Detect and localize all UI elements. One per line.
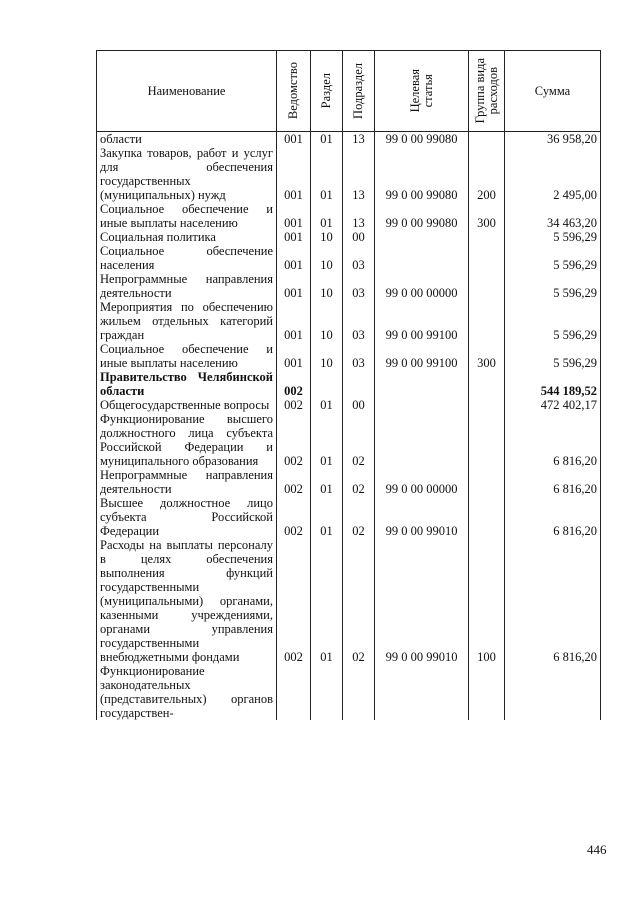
table-row bbox=[97, 398, 601, 412]
cell-group bbox=[469, 412, 505, 468]
cell-subsection: 03 bbox=[343, 272, 375, 300]
cell-group bbox=[469, 468, 505, 496]
cell-name: Закупка товаров, работ и услуг для обеспечения государственных (муниципальных) нужд bbox=[97, 146, 277, 202]
cell-group bbox=[469, 230, 505, 244]
cell-target bbox=[375, 664, 469, 720]
cell-section: 01 bbox=[311, 146, 343, 202]
cell-section bbox=[311, 370, 343, 398]
cell-dept: 001 bbox=[277, 202, 311, 230]
cell-section: 10 bbox=[311, 244, 343, 272]
cell-name: Непрограммные направления деятельности bbox=[97, 468, 277, 496]
cell-section: 10 bbox=[311, 272, 343, 300]
cell-name: Социальная политика bbox=[97, 230, 277, 244]
table-row bbox=[97, 342, 601, 370]
cell-dept: 002 bbox=[277, 398, 311, 412]
table-row bbox=[97, 146, 601, 202]
cell-group bbox=[469, 244, 505, 272]
table-body bbox=[97, 132, 601, 721]
cell-name: области bbox=[97, 132, 277, 147]
cell-name: Социальное обеспечение и иные выплаты населению bbox=[97, 342, 277, 370]
cell-name: Правительство Челябинской области bbox=[97, 370, 277, 398]
cell-dept: 002 bbox=[277, 496, 311, 538]
cell-group: 300 bbox=[469, 202, 505, 230]
header-dept: Ведомство bbox=[277, 51, 311, 132]
cell-name: Функционирование законодательных (представительных) органов государствен- bbox=[97, 664, 277, 720]
cell-group bbox=[469, 272, 505, 300]
cell-section bbox=[311, 664, 343, 720]
cell-group: 300 bbox=[469, 342, 505, 370]
cell-section: 01 bbox=[311, 412, 343, 468]
cell-sum: 6 816,20 bbox=[505, 412, 601, 468]
cell-subsection bbox=[343, 664, 375, 720]
cell-group bbox=[469, 398, 505, 412]
cell-target bbox=[375, 230, 469, 244]
cell-sum: 5 596,29 bbox=[505, 244, 601, 272]
cell-group bbox=[469, 664, 505, 720]
table-row bbox=[97, 412, 601, 468]
cell-name: Высшее должностное лицо субъекта Российской Федерации bbox=[97, 496, 277, 538]
cell-dept: 001 bbox=[277, 300, 311, 342]
cell-name: Расходы на выплаты персоналу в целях обеспечения выполнения функций государственными (муниципальными) органами, казенными учреждениями, органами управления государственными внебюджетными фондами bbox=[97, 538, 277, 664]
cell-sum: 5 596,29 bbox=[505, 230, 601, 244]
cell-subsection: 03 bbox=[343, 300, 375, 342]
cell-dept: 002 bbox=[277, 412, 311, 468]
cell-target: 99 0 00 99100 bbox=[375, 300, 469, 342]
cell-sum: 5 596,29 bbox=[505, 342, 601, 370]
cell-subsection: 03 bbox=[343, 244, 375, 272]
cell-subsection: 13 bbox=[343, 132, 375, 147]
table-row bbox=[97, 202, 601, 230]
table-row bbox=[97, 230, 601, 244]
cell-dept: 001 bbox=[277, 146, 311, 202]
cell-sum: 6 816,20 bbox=[505, 468, 601, 496]
cell-sum: 5 596,29 bbox=[505, 272, 601, 300]
cell-sum bbox=[505, 664, 601, 720]
cell-name: Функционирование высшего должностного лица субъекта Российской Федерации и муниципального образования bbox=[97, 412, 277, 468]
cell-subsection: 02 bbox=[343, 468, 375, 496]
table-row bbox=[97, 370, 601, 398]
cell-subsection bbox=[343, 370, 375, 398]
header-subsection: Подраздел bbox=[343, 51, 375, 132]
cell-sum: 2 495,00 bbox=[505, 146, 601, 202]
cell-dept bbox=[277, 664, 311, 720]
cell-subsection: 13 bbox=[343, 146, 375, 202]
header-group: Группа вида расходов bbox=[469, 51, 505, 132]
header-name: Наименование bbox=[97, 51, 277, 132]
cell-sum: 36 958,20 bbox=[505, 132, 601, 147]
header-target: Целевая статья bbox=[375, 51, 469, 132]
cell-subsection: 02 bbox=[343, 538, 375, 664]
cell-name: Общегосударственные вопросы bbox=[97, 398, 277, 412]
cell-section: 01 bbox=[311, 538, 343, 664]
cell-target: 99 0 00 99080 bbox=[375, 202, 469, 230]
page-number: 446 bbox=[587, 842, 607, 857]
cell-group: 100 bbox=[469, 538, 505, 664]
cell-target: 99 0 00 99100 bbox=[375, 342, 469, 370]
cell-name: Социальное обеспечение и иные выплаты населению bbox=[97, 202, 277, 230]
cell-section: 01 bbox=[311, 398, 343, 412]
cell-target bbox=[375, 412, 469, 468]
cell-dept: 001 bbox=[277, 272, 311, 300]
cell-dept: 002 bbox=[277, 370, 311, 398]
cell-sum: 6 816,20 bbox=[505, 496, 601, 538]
budget-table bbox=[96, 50, 601, 720]
cell-dept: 001 bbox=[277, 244, 311, 272]
header-sum: Сумма bbox=[505, 51, 601, 132]
cell-target: 99 0 00 99080 bbox=[375, 146, 469, 202]
table-row bbox=[97, 496, 601, 538]
cell-subsection: 00 bbox=[343, 398, 375, 412]
cell-dept: 001 bbox=[277, 230, 311, 244]
cell-subsection: 00 bbox=[343, 230, 375, 244]
cell-section: 10 bbox=[311, 300, 343, 342]
cell-target: 99 0 00 99010 bbox=[375, 538, 469, 664]
cell-section: 01 bbox=[311, 202, 343, 230]
cell-sum: 544 189,52 bbox=[505, 370, 601, 398]
table-row bbox=[97, 664, 601, 720]
cell-subsection: 02 bbox=[343, 412, 375, 468]
cell-dept: 002 bbox=[277, 538, 311, 664]
cell-group bbox=[469, 370, 505, 398]
cell-dept: 001 bbox=[277, 132, 311, 147]
cell-group bbox=[469, 496, 505, 538]
cell-group bbox=[469, 300, 505, 342]
cell-section: 01 bbox=[311, 496, 343, 538]
cell-sum: 6 816,20 bbox=[505, 538, 601, 664]
cell-name: Социальное обеспечение населения bbox=[97, 244, 277, 272]
cell-subsection: 03 bbox=[343, 342, 375, 370]
cell-subsection: 02 bbox=[343, 496, 375, 538]
cell-group: 200 bbox=[469, 146, 505, 202]
cell-subsection: 13 bbox=[343, 202, 375, 230]
cell-section: 10 bbox=[311, 342, 343, 370]
cell-name: Мероприятия по обеспечению жильем отдельных категорий граждан bbox=[97, 300, 277, 342]
cell-target bbox=[375, 398, 469, 412]
cell-target: 99 0 00 00000 bbox=[375, 468, 469, 496]
cell-sum: 34 463,20 bbox=[505, 202, 601, 230]
table-row bbox=[97, 272, 601, 300]
cell-name: Непрограммные направления деятельности bbox=[97, 272, 277, 300]
table-row bbox=[97, 538, 601, 664]
cell-target: 99 0 00 00000 bbox=[375, 272, 469, 300]
table-row bbox=[97, 300, 601, 342]
cell-sum: 472 402,17 bbox=[505, 398, 601, 412]
cell-section: 10 bbox=[311, 230, 343, 244]
cell-dept: 002 bbox=[277, 468, 311, 496]
cell-dept: 001 bbox=[277, 342, 311, 370]
table-row bbox=[97, 468, 601, 496]
cell-section: 01 bbox=[311, 132, 343, 147]
cell-sum: 5 596,29 bbox=[505, 300, 601, 342]
cell-target: 99 0 00 99010 bbox=[375, 496, 469, 538]
cell-target: 99 0 00 99080 bbox=[375, 132, 469, 147]
table-header bbox=[97, 51, 601, 132]
cell-target bbox=[375, 370, 469, 398]
cell-group bbox=[469, 132, 505, 147]
header-section: Раздел bbox=[311, 51, 343, 132]
cell-target bbox=[375, 244, 469, 272]
table-row bbox=[97, 244, 601, 272]
table-row bbox=[97, 132, 601, 147]
cell-section: 01 bbox=[311, 468, 343, 496]
